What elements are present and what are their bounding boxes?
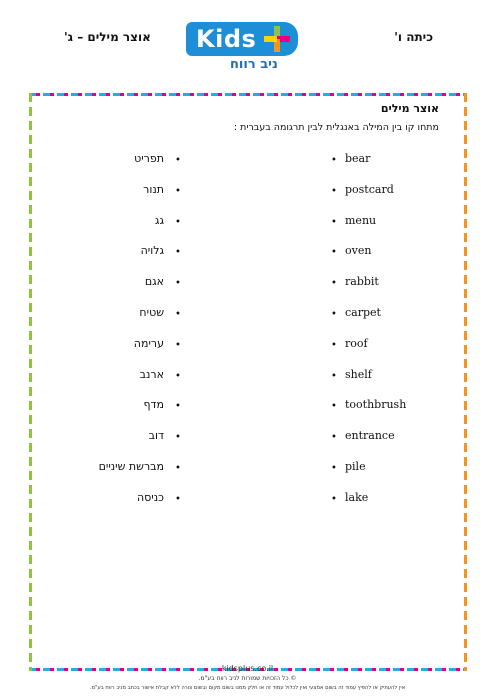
hebrew-bullet: • bbox=[175, 370, 181, 382]
english-word: pile bbox=[345, 460, 366, 473]
hebrew-bullet: • bbox=[175, 155, 181, 166]
english-word: carpet bbox=[345, 306, 381, 319]
word-row bbox=[0, 244, 495, 260]
english-word: entrance bbox=[345, 429, 395, 443]
hebrew-bullet: • bbox=[175, 247, 181, 259]
grade-header: כיתה ו' bbox=[394, 30, 433, 44]
footer-legal: אין להעתיק או להפיץ עמוד זה בשום אמצעי ואין לכלול עמוד זה או חלק ממנו בשום מקום ובשום צורה ללא קבלת אישור בכתב מניב רווח בע"מ. bbox=[89, 685, 406, 691]
hebrew-word: ארנב bbox=[139, 367, 164, 381]
english-bullet: • bbox=[331, 216, 337, 228]
subject-header: אוצר מילים – ג' bbox=[64, 30, 151, 44]
word-row bbox=[0, 183, 495, 199]
word-row bbox=[0, 429, 495, 445]
word-row bbox=[0, 214, 495, 230]
kids-logo bbox=[186, 22, 298, 74]
english-word: roof bbox=[345, 336, 368, 350]
hebrew-bullet: • bbox=[175, 185, 181, 197]
english-word: toothbrush bbox=[345, 398, 407, 412]
word-row bbox=[0, 152, 495, 168]
plus-icon bbox=[264, 26, 290, 52]
english-word: rabbit bbox=[345, 275, 379, 289]
hebrew-word: מברשת שיניים bbox=[98, 460, 164, 473]
hebrew-word: דוב bbox=[148, 429, 164, 443]
hebrew-word: גלויה bbox=[140, 244, 164, 258]
word-row bbox=[0, 491, 495, 507]
english-bullet: • bbox=[331, 155, 337, 166]
word-row bbox=[0, 337, 495, 353]
word-row bbox=[0, 368, 495, 384]
hebrew-word: גג bbox=[154, 213, 164, 227]
english-word: postcard bbox=[345, 182, 394, 196]
hebrew-bullet: • bbox=[175, 401, 181, 413]
hebrew-word: שטיח bbox=[139, 306, 164, 319]
word-row bbox=[0, 398, 495, 414]
english-bullet: • bbox=[331, 247, 337, 259]
english-bullet: • bbox=[331, 309, 337, 320]
english-word: menu bbox=[345, 213, 377, 227]
hebrew-word: אגם bbox=[144, 275, 164, 289]
hebrew-bullet: • bbox=[175, 309, 181, 320]
english-bullet: • bbox=[331, 432, 337, 444]
logo-main-text: Kids bbox=[196, 25, 257, 53]
hebrew-bullet: • bbox=[175, 493, 181, 505]
english-bullet: • bbox=[331, 185, 337, 197]
hebrew-bullet: • bbox=[175, 278, 181, 290]
hebrew-bullet: • bbox=[175, 216, 181, 228]
hebrew-word: תנור bbox=[143, 182, 164, 196]
english-word: lake bbox=[345, 490, 369, 504]
hebrew-word: כניסה bbox=[136, 490, 164, 504]
hebrew-word: מדף bbox=[143, 398, 164, 412]
english-word: oven bbox=[345, 244, 372, 258]
footer-url: kidsplus.co.il bbox=[221, 664, 274, 673]
hebrew-bullet: • bbox=[175, 463, 181, 474]
english-bullet: • bbox=[331, 278, 337, 290]
word-row bbox=[0, 275, 495, 291]
english-bullet: • bbox=[331, 493, 337, 505]
hebrew-bullet: • bbox=[175, 339, 181, 351]
english-bullet: • bbox=[331, 401, 337, 413]
english-bullet: • bbox=[331, 370, 337, 382]
worksheet-title: אוצר מילים bbox=[380, 102, 439, 115]
hebrew-word: תפריט bbox=[134, 152, 164, 165]
english-bullet: • bbox=[331, 463, 337, 474]
english-word: shelf bbox=[345, 367, 372, 381]
english-word: bear bbox=[345, 152, 371, 165]
logo-sub-text: ניב רווח bbox=[230, 57, 278, 72]
footer-copyright: © כל הזכויות שמורות לניב רווח בע"מ. bbox=[198, 675, 297, 682]
word-row bbox=[0, 306, 495, 322]
hebrew-bullet: • bbox=[175, 432, 181, 444]
hebrew-word: ערימה bbox=[133, 336, 164, 350]
worksheet-instruction: מתחו קו בין המילה באנגלית לבין תרגומה בעברית : bbox=[233, 122, 439, 133]
english-bullet: • bbox=[331, 339, 337, 351]
word-row bbox=[0, 460, 495, 476]
